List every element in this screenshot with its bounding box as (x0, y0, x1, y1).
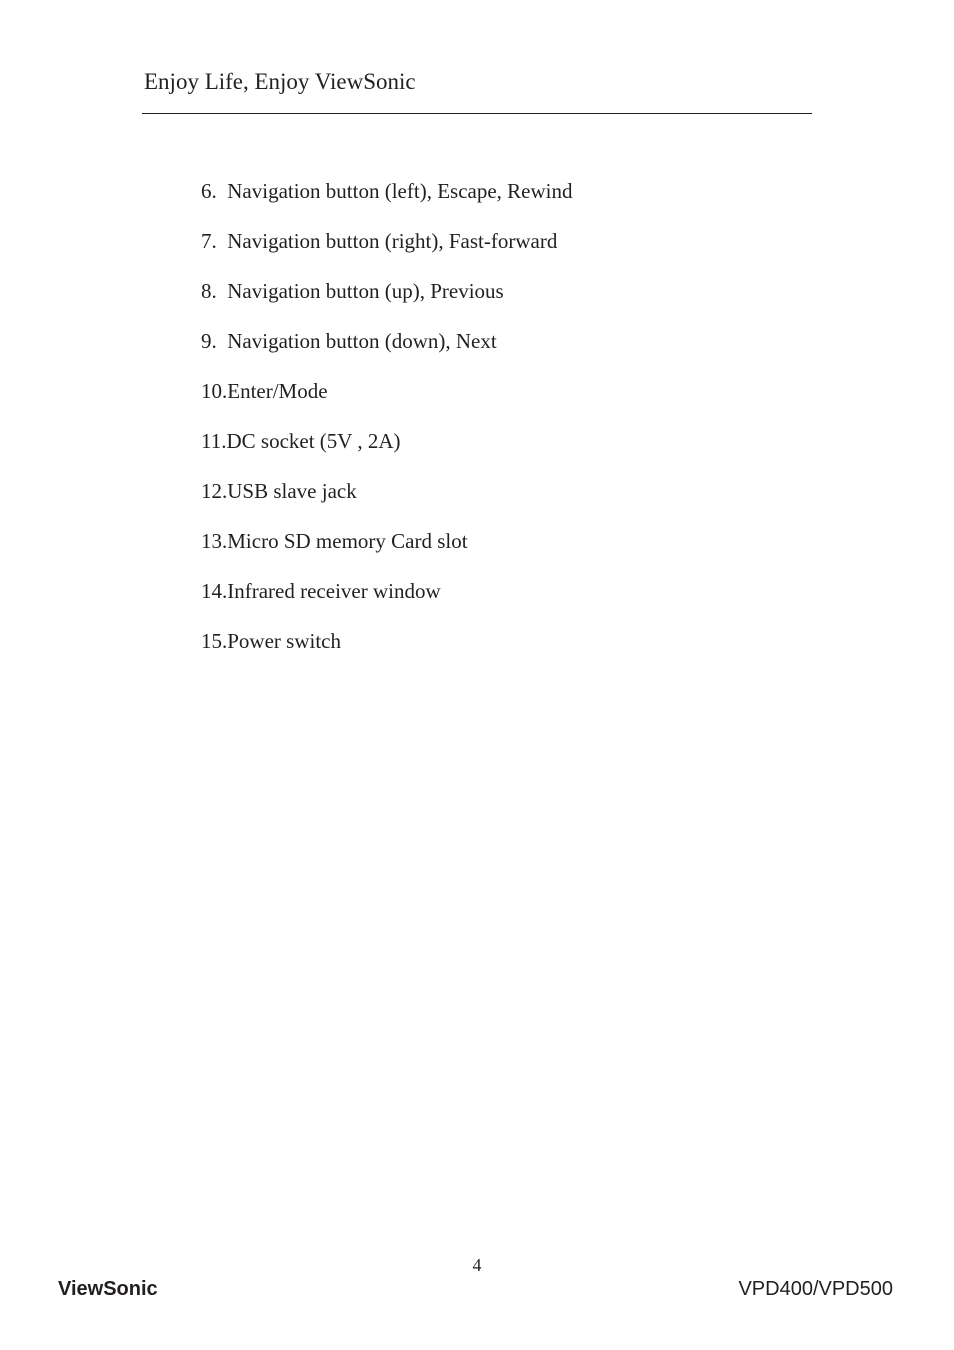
list-item (201, 225, 573, 275)
item-text: Power switch (227, 629, 341, 653)
item-number: 13. (201, 529, 228, 553)
list-item (201, 275, 573, 325)
footer-model: VPD400/VPD500 (738, 1278, 893, 1300)
item-number: 15. (201, 629, 228, 653)
header-divider (142, 113, 812, 114)
list-item (201, 575, 573, 625)
list-item (201, 375, 573, 425)
item-number: 7. (201, 229, 228, 253)
item-text: Enter/Mode (227, 379, 328, 403)
list-item (201, 475, 573, 525)
item-text: Micro SD memory Card slot (227, 529, 468, 553)
item-number: 9. (201, 329, 228, 353)
page-number: 4 (472, 1255, 482, 1275)
item-number: 11. (201, 429, 227, 453)
item-number: 6. (201, 179, 228, 203)
component-list (201, 175, 573, 675)
list-item (201, 425, 573, 475)
list-item (201, 625, 573, 675)
item-text: Navigation button (right), Fast-forward (227, 229, 558, 253)
item-number: 12. (201, 479, 228, 503)
footer-brand: ViewSonic (58, 1278, 158, 1300)
item-text: DC socket (5V , 2A) (226, 429, 401, 453)
item-text: Navigation button (up), Previous (227, 279, 504, 303)
item-text: Navigation button (left), Escape, Rewind (227, 179, 573, 203)
list-item (201, 175, 573, 225)
list-item (201, 525, 573, 575)
item-number: 8. (201, 279, 228, 303)
item-text: Infrared receiver window (227, 579, 441, 603)
list-item (201, 325, 573, 375)
item-text: USB slave jack (227, 479, 357, 503)
item-number: 14. (201, 579, 228, 603)
header-title: Enjoy Life, Enjoy ViewSonic (144, 69, 416, 94)
item-text: Navigation button (down), Next (227, 329, 497, 353)
item-number: 10. (201, 379, 228, 403)
